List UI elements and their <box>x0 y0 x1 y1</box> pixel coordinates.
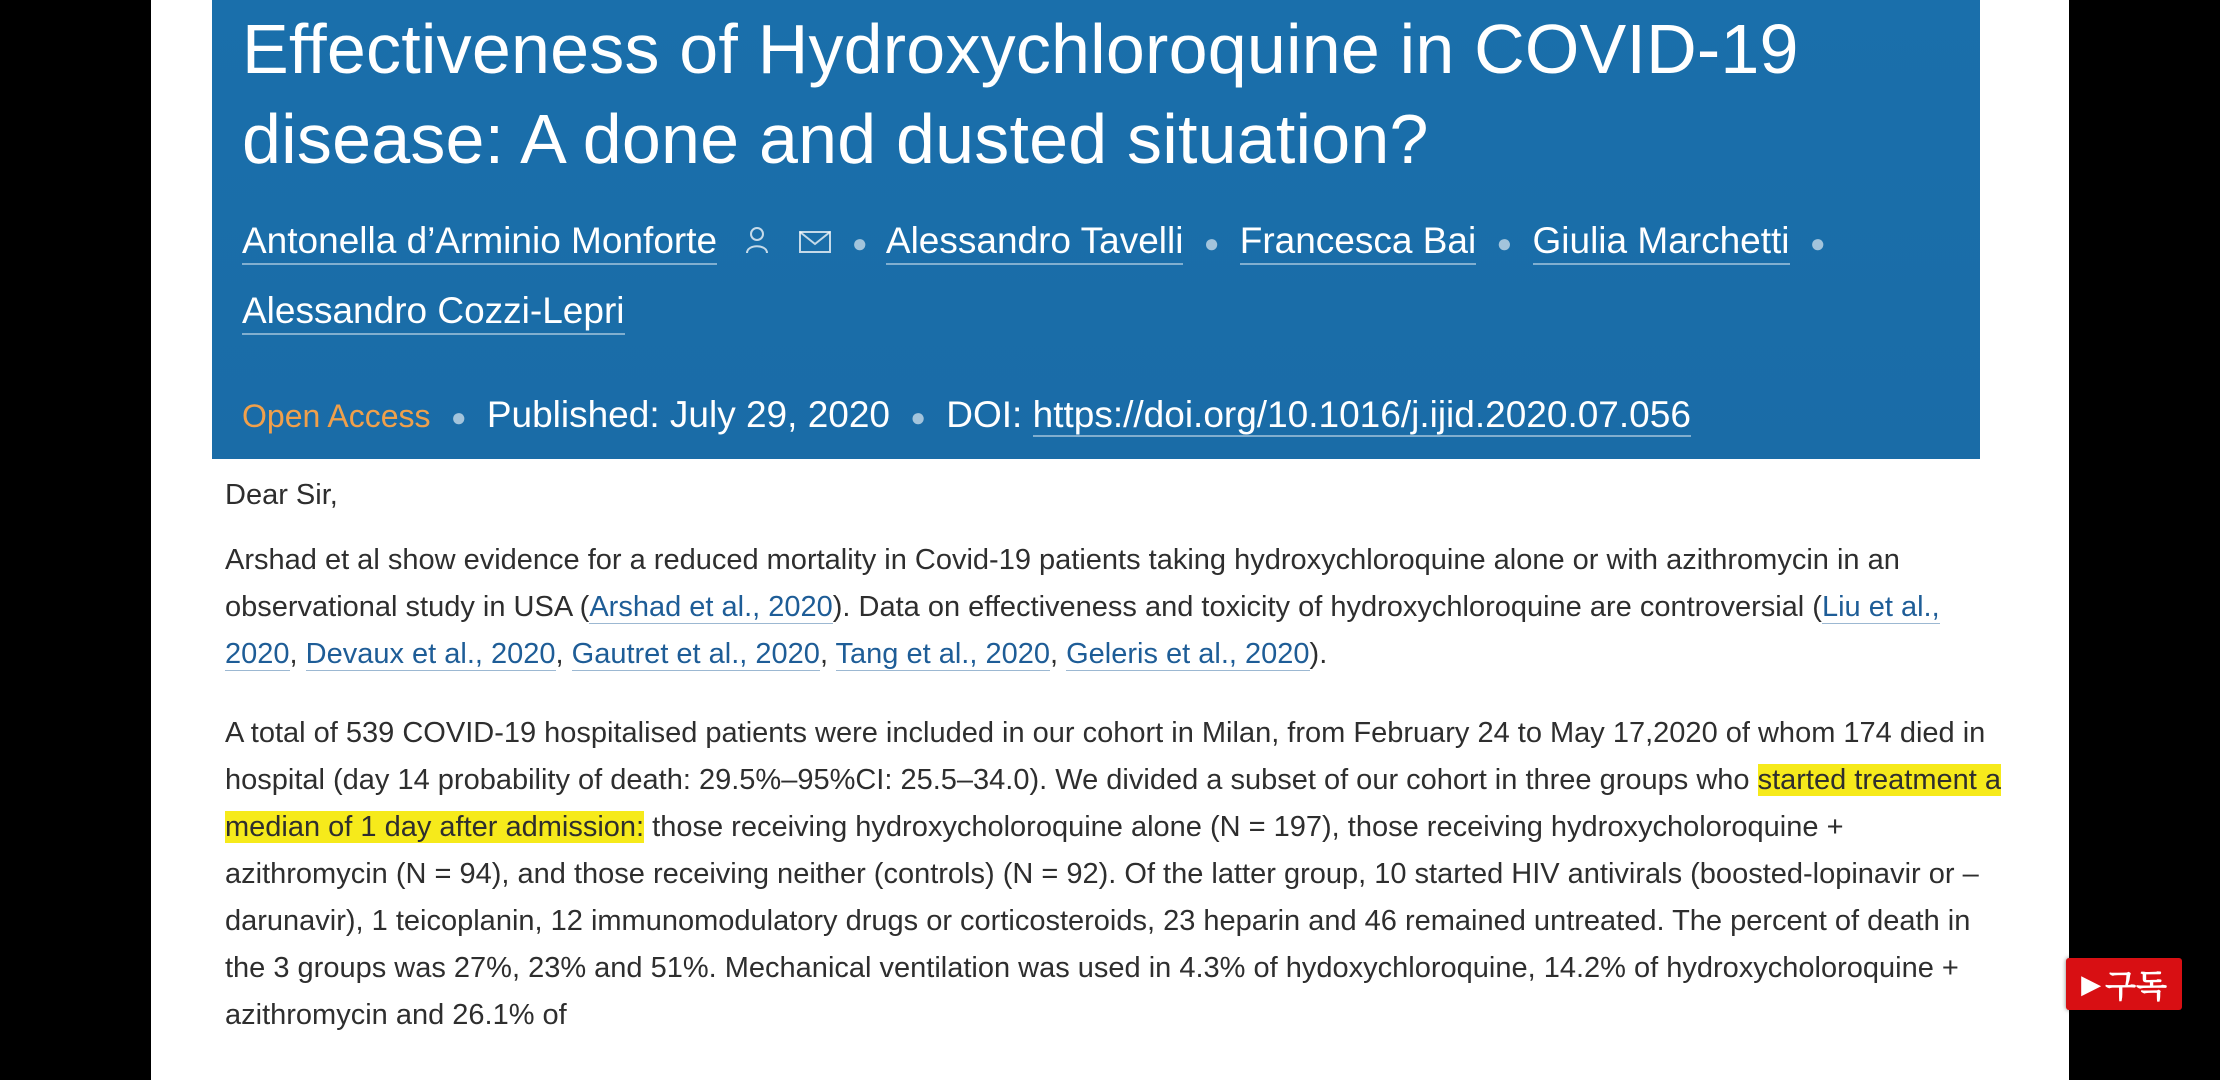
play-icon: ▶ <box>2081 968 2102 999</box>
reference-link[interactable]: Arshad et al., 2020 <box>589 591 833 623</box>
mail-icon[interactable] <box>798 220 832 266</box>
article-header <box>212 0 1980 459</box>
separator-dot: ● <box>910 402 926 433</box>
reference-link[interactable]: Devaux et al., 2020 <box>305 638 556 670</box>
article-title: Effectiveness of Hydroxychloroquine in COVID-19 disease: A done and dusted situation? <box>242 10 1799 178</box>
author-link[interactable]: Alessandro Cozzi-Lepri <box>242 290 625 335</box>
paragraph-text: those receiving hydroxycholoroquine alone (N = 197), those receiving hydroxycholoroquine + azithromycin (N = 94), and those receiving neither (controls) (N = 92). Of the latter group, 10 started HIV antivirals (boosted-lopinavir or –darunavir), 1 teicoplanin, 12 immunomodulatory drugs or corticosteroids, 23 heparin and 46 remained untreated. The percent of death in the 3 groups was 27%, 23% and 51%. Mechanical ventilation was used in 4.3% of hydoxychloroquine, 14.2% of hydroxycholoroquine + azithromycin and 26.1% of <box>225 811 1979 1031</box>
reference-separator: , <box>819 638 836 670</box>
doi-label: DOI: <box>946 394 1023 435</box>
separator-dot: ● <box>1203 228 1220 259</box>
separator-dot: ● <box>1496 228 1513 259</box>
reference-separator: , <box>1049 638 1067 670</box>
article-page <box>151 0 2069 1080</box>
published-date: Published: July 29, 2020 <box>486 394 890 435</box>
highlighted-text: started treatment a median of 1 day after admission: <box>225 764 2001 843</box>
paragraph-1 <box>225 537 2005 678</box>
author-link[interactable]: Alessandro Tavelli <box>886 220 1184 265</box>
person-icon[interactable] <box>745 220 769 266</box>
separator-dot: ● <box>1809 228 1826 259</box>
reference-link[interactable]: Geleris et al., 2020 <box>1066 638 1310 670</box>
reference-separator: , <box>289 638 306 670</box>
paragraph-text: ). Data on effectiveness and toxicity of hydroxychloroquine are controversial ( <box>832 591 1822 623</box>
paragraph-2 <box>225 710 2005 1039</box>
reference-link[interactable]: Tang et al., 2020 <box>835 638 1050 670</box>
reference-link[interactable]: Gautret et al., 2020 <box>571 638 820 670</box>
article-body <box>225 472 2005 1071</box>
doi-link[interactable]: https://doi.org/10.1016/j.ijid.2020.07.056 <box>1032 394 1691 435</box>
author-link[interactable]: Francesca Bai <box>1240 220 1477 265</box>
separator-dot: ● <box>450 402 467 433</box>
reference-separator: , <box>555 638 572 670</box>
authors-list-continued <box>242 288 625 334</box>
salutation: Dear Sir, <box>225 479 338 511</box>
authors-list <box>242 218 1836 266</box>
reference-link[interactable]: Liu et al., 2020 <box>225 591 1940 670</box>
subscribe-label: 구독 <box>2105 968 2167 1004</box>
open-access-badge: Open Access <box>242 398 431 434</box>
separator-dot: ● <box>851 228 868 259</box>
paragraph-text: Arshad et al show evidence for a reduced mortality in Covid-19 patients taking hydroxychloroquine alone or with azithromycin in an observational study in USA ( <box>225 544 1900 623</box>
subscribe-button[interactable] <box>2066 958 2182 1010</box>
paragraph-text: A total of 539 COVID-19 hospitalised patients were included in our cohort in Milan, from February 24 to May 17,2020 of whom 174 died in hospital (day 14 probability of death: 29.5%–95%CI: 25.5–34.0). We divided a subset of our cohort in three groups who <box>225 717 1986 796</box>
author-link[interactable]: Giulia Marchetti <box>1533 220 1790 265</box>
publication-info <box>242 392 1691 440</box>
author-link[interactable]: Antonella d’Arminio Monforte <box>242 220 717 265</box>
paragraph-text: ). <box>1309 638 1328 670</box>
